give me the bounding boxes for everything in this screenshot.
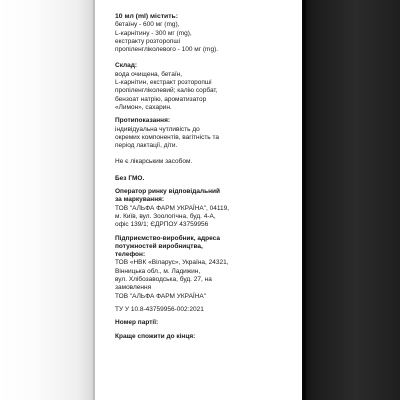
label-heading: Оператор ринку відповідальний: [115, 188, 221, 196]
label-text-line: ТОВ "АЛЬФА ФАРМ УКРАЇНА": [115, 292, 207, 300]
label-heading: Протипоказання:: [115, 117, 171, 125]
label-text-line: ТУ У 10.8-43759956-002:2021: [115, 305, 204, 313]
box-right-side: [302, 0, 400, 400]
label-text-line: екстракту розторопші: [115, 37, 181, 45]
label-text-line: бензоат натрію, ароматизатор: [115, 95, 207, 103]
label-heading: Номер партії:: [115, 319, 159, 327]
label-text-line: вул. Хлібозаводська, буд. 27, на: [115, 276, 212, 284]
label-heading: за маркування:: [115, 196, 165, 204]
label-text-line: індивідуальна чутливість до: [115, 125, 200, 133]
label-text-line: Не є лікарським засобом.: [115, 158, 193, 166]
label-text-line: L-карнітину - 300 мг (mg),: [115, 29, 192, 37]
box-right-edge: [302, 0, 306, 400]
label-text-line: бетаїну - 600 мг (mg),: [115, 21, 180, 29]
label-text-line: пропіленгліколевого - 100 мг (mg).: [115, 46, 219, 54]
label-text-line: пропіленгліколевий; калію сорбат,: [115, 87, 218, 95]
label-text-line: окремих компонентів, вагітність та: [115, 133, 220, 141]
label-text-line: замовлення: [115, 284, 152, 292]
label-heading: Краще спожити до кінця:: [115, 332, 196, 340]
label-text-line: офіс 139/1; ЄДРПОУ 43759956: [115, 221, 209, 229]
label-text-line: період лактації, діти.: [115, 142, 178, 150]
label-text-line: м. Київ, вул. Зоологічна, буд. 4-А,: [115, 212, 216, 220]
label-text-line: ТОВ «НВК «Віларус», Україна, 24321,: [115, 259, 229, 267]
label-heading: потужностей виробництва,: [115, 242, 203, 250]
label-heading: Склад:: [115, 62, 138, 70]
label-text-line: «Лимон», сахарин.: [115, 103, 172, 111]
label-text-line: вода очищена, бетаїн,: [115, 70, 183, 78]
label-heading: Без ГМО.: [115, 174, 145, 182]
label-text-block: [115, 13, 297, 341]
label-text-line: ТОВ "АЛЬФА ФАРМ УКРАЇНА", 04119,: [115, 204, 230, 212]
label-spacer: [115, 54, 297, 62]
box-left-side: [0, 0, 94, 400]
label-spacer: [115, 167, 297, 175]
label-text-line: Вінницька обл., м. Ладижин,: [115, 267, 201, 275]
label-heading: Підприємство-виробник, адреса: [115, 234, 220, 242]
label-heading: 10 мл (ml) містить:: [115, 13, 179, 20]
label-heading: телефон:: [115, 251, 146, 259]
label-text-line: L-карнітин, екстракт розторопші: [115, 79, 212, 87]
